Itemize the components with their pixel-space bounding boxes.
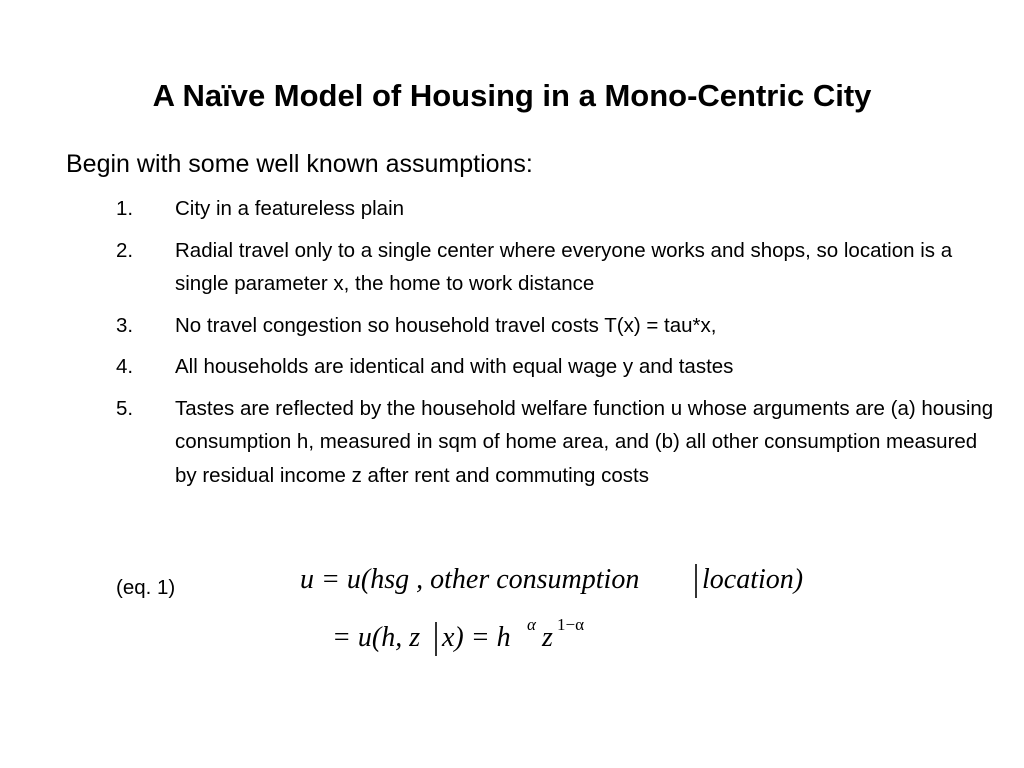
equation-line1-rhs: location) <box>702 564 804 595</box>
list-item-number: 5. <box>116 396 134 420</box>
list-item-number: 3. <box>116 313 134 337</box>
equation-exponent-alpha: α <box>527 615 536 634</box>
list-item-number: 1. <box>116 197 134 220</box>
list-item <box>116 192 996 226</box>
utility-equation <box>290 556 850 666</box>
assumption-list <box>116 192 996 500</box>
list-item-text: Radial travel only to a single center where everyone works and shops, so location is a single parameter x, the home to work distance <box>175 238 953 295</box>
list-item <box>116 350 996 384</box>
slide-title: A Naïve Model of Housing in a Mono-Centric City <box>152 78 872 113</box>
equation-line2-mid: x) = h <box>442 622 511 653</box>
list-item <box>116 234 996 301</box>
list-item <box>116 392 996 493</box>
list-item-text: Tastes are reflected by the household welfare function u whose arguments are (a) housing consumption h, measured in sqm of home area, and (b) all other consumption measured by residual income z after rent and commuting costs <box>175 396 994 487</box>
list-item-text: City in a featureless plain <box>175 197 405 220</box>
equation-line1-lhs: u = u(hsg , other consumption <box>300 564 640 595</box>
list-item-number: 4. <box>116 355 134 378</box>
equation-z: z <box>542 622 553 653</box>
list-item-number: 2. <box>116 238 134 262</box>
equation-label: (eq. 1) <box>116 576 176 599</box>
equation-exponent-one-minus-alpha: 1−α <box>557 615 584 634</box>
intro-text: Begin with some well known assumptions: <box>66 150 533 178</box>
equation-line2-pre: = u(h, z <box>332 622 421 653</box>
list-item <box>116 309 996 343</box>
list-item-text: All households are identical and with equal wage y and tastes <box>175 355 734 378</box>
equation-svg <box>290 556 850 666</box>
list-item-text: No travel congestion so household travel costs T(x) = tau*x, <box>175 313 717 337</box>
